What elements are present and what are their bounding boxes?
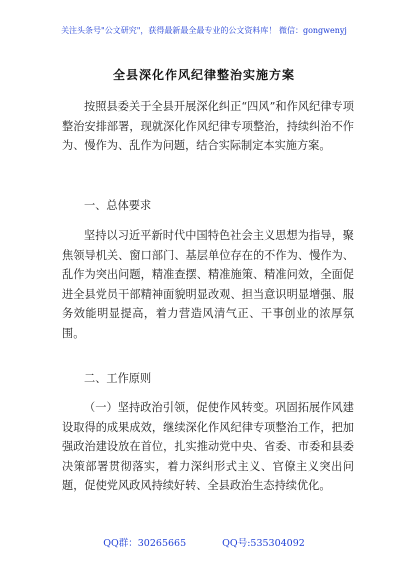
- footer-contact: [0, 535, 408, 549]
- general-requirements-paragraph: 坚持以习近平新时代中国特色社会主义思想为指导，聚焦领导机关、窗口部门、基层单位存在的不作为、慢作为、乱作为突出问题，精准查摆、精准施策、精准问效，全面促进全县党员干部精神面貌明显改观、担当意识明显增强、服务效能明显提高，着力营造风清气正、干事创业的浓厚氛围。: [62, 229, 354, 340]
- document-title: 全县深化作风纪律整治实施方案: [112, 68, 295, 82]
- intro-paragraph: 按照县委关于全县开展深化纠正“四风”和作风纪律专项整治安排部署，现就深化作风纪律专项整治，持续纠治不作为、慢作为、乱作为问题，结合实际制定本实施方案。: [62, 100, 354, 153]
- footer-qq-number: QQ号:535304092: [222, 538, 305, 549]
- header-banner: 关注头条号"公文研究"，获得最新最全最专业的公文资料库！ 微信：gongwenyj: [61, 26, 347, 35]
- work-principles-paragraph: （一）坚持政治引领，促使作风转变。巩固拓展作风建设取得的成果成效，继续深化作风纪律专项整治工作，把加强政治建设放在首位，扎实推动党中央、省委、市委和县委决策部署贯彻落实，着力深纠形式主义、官僚主义突出问题，促使党风政风持续好转、全县政治生态持续优化。: [62, 401, 354, 493]
- section-heading-general-requirements: 一、总体要求: [84, 199, 152, 212]
- footer-qq-group: QQ群：30265665: [103, 538, 187, 549]
- section-heading-work-principles: 二、工作原则: [84, 372, 152, 385]
